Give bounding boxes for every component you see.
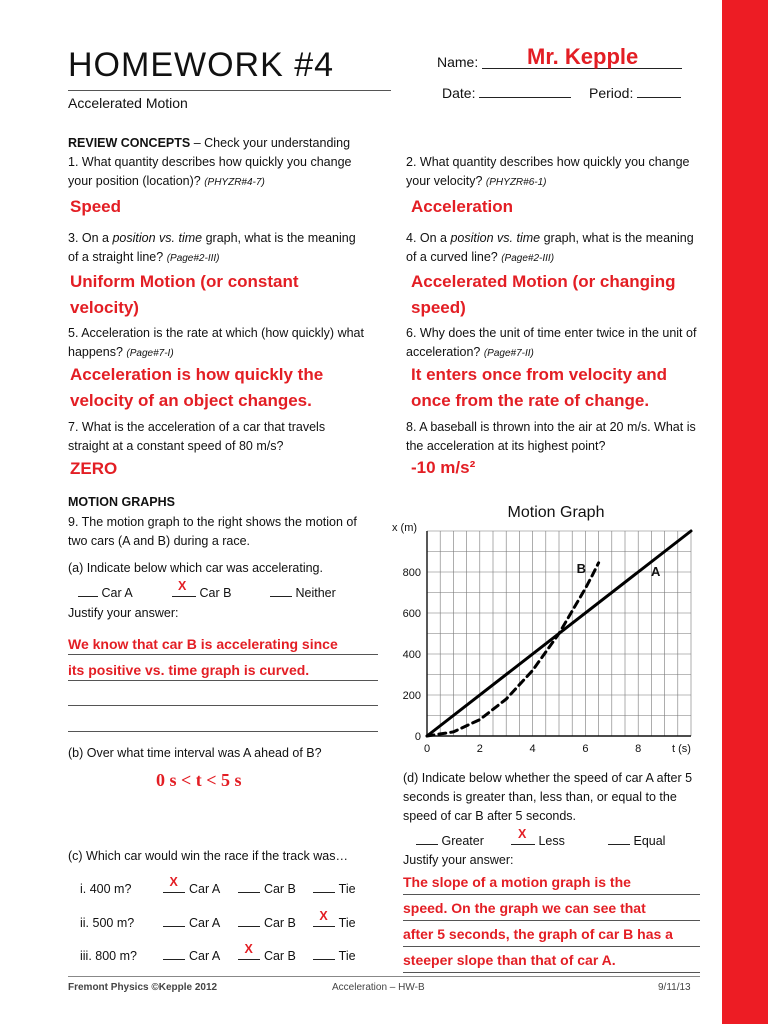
equal-blank bbox=[608, 830, 630, 845]
question-2 bbox=[406, 153, 706, 192]
row-car-b-label: Car B bbox=[263, 882, 296, 896]
question-9a: (a) Indicate below which car was accelerating. bbox=[68, 561, 323, 575]
answer-5: Acceleration is how quickly the velocity of an object changes. bbox=[70, 365, 324, 410]
y-tick-label: 0 bbox=[414, 731, 421, 743]
question-5 bbox=[68, 324, 368, 363]
period-label: Period: bbox=[589, 85, 634, 101]
period-blank bbox=[637, 83, 681, 98]
row-label: iii. 800 m? bbox=[80, 949, 137, 963]
page-subtitle: Accelerated Motion bbox=[68, 95, 188, 111]
equal-label: Equal bbox=[633, 834, 666, 848]
less-blank bbox=[511, 827, 535, 845]
question-1 bbox=[68, 153, 378, 192]
greater-label: Greater bbox=[441, 834, 484, 848]
answer-2: Acceleration bbox=[411, 197, 514, 216]
neither-label: Neither bbox=[295, 586, 336, 600]
name-value: Mr. Kepple bbox=[527, 44, 639, 69]
row-mark: X bbox=[319, 909, 328, 923]
motion-heading: MOTION GRAPHS bbox=[68, 495, 175, 509]
option-equal[interactable] bbox=[608, 830, 665, 848]
name-label: Name: bbox=[437, 54, 479, 70]
footer-right: 9/11/13 bbox=[658, 982, 691, 993]
question-3-ref: (Page#2-III) bbox=[166, 253, 220, 264]
motion-graph bbox=[380, 495, 720, 760]
x-tick-label: 8 bbox=[635, 743, 642, 755]
row-tie-blank[interactable] bbox=[313, 909, 335, 927]
answer-6: It enters once from velocity and once from the rate of change. bbox=[411, 365, 668, 410]
answer-line bbox=[68, 731, 378, 732]
answer-1: Speed bbox=[70, 197, 122, 216]
x-tick-label: 6 bbox=[582, 743, 589, 755]
row-car-a-label: Car A bbox=[188, 916, 221, 930]
car-a-blank bbox=[78, 582, 98, 597]
x-tick-label: 2 bbox=[476, 743, 483, 755]
option-car-b[interactable] bbox=[172, 579, 232, 600]
justify-label-d: Justify your answer: bbox=[403, 853, 514, 867]
car-b-blank bbox=[172, 579, 196, 597]
row-label: i. 400 m? bbox=[80, 882, 132, 896]
question-1-text: 1. What quantity describes how quickly you change your position (location)? bbox=[68, 155, 352, 188]
row-car-b-blank[interactable] bbox=[238, 912, 260, 927]
answer-9b: 0 s < t < 5 s bbox=[156, 770, 242, 790]
question-6 bbox=[406, 324, 706, 363]
greater-blank bbox=[416, 830, 438, 845]
row-car-b-label: Car B bbox=[263, 916, 296, 930]
row-mark: X bbox=[244, 942, 253, 956]
red-side-bar bbox=[722, 0, 768, 1024]
y-tick-label: 200 bbox=[402, 690, 421, 702]
car-a-label: Car A bbox=[101, 586, 133, 600]
question-4-post: graph, what is the meaning of a curved line? bbox=[406, 231, 694, 264]
less-label: Less bbox=[538, 834, 565, 848]
answer-line bbox=[68, 680, 378, 681]
answer-9d-line: after 5 seconds, the graph of car B has a bbox=[403, 926, 673, 942]
row-car-b-blank[interactable] bbox=[238, 942, 260, 960]
y-axis-label: x (m) bbox=[392, 522, 418, 534]
answer-line bbox=[68, 705, 378, 706]
race-row-400 bbox=[80, 875, 356, 896]
car-b-mark: X bbox=[178, 579, 187, 593]
review-heading: REVIEW CONCEPTS bbox=[68, 136, 191, 150]
row-car-a-label: Car A bbox=[188, 882, 221, 896]
row-tie-blank[interactable] bbox=[313, 878, 335, 893]
car-b-label: Car B bbox=[199, 586, 232, 600]
question-3-post: graph, what is the meaning of a straight line? bbox=[68, 231, 356, 264]
review-heading-row bbox=[68, 134, 388, 153]
option-neither[interactable] bbox=[270, 582, 336, 600]
series-label-b: B bbox=[576, 560, 586, 576]
justify-label-a: Justify your answer: bbox=[68, 606, 179, 620]
question-4 bbox=[406, 229, 706, 268]
row-car-a-blank[interactable] bbox=[163, 945, 185, 960]
option-less[interactable] bbox=[511, 827, 565, 848]
question-9b: (b) Over what time interval was A ahead of B? bbox=[68, 746, 322, 760]
row-label: ii. 500 m? bbox=[80, 916, 135, 930]
question-7: 7. What is the acceleration of a car that travels straight at a constant speed of 80 m/s? bbox=[68, 420, 326, 453]
option-car-a[interactable] bbox=[78, 582, 133, 600]
question-6-text: 6. Why does the unit of time enter twice in the unit of acceleration? bbox=[406, 326, 697, 359]
question-6-ref: (Page#7-II) bbox=[483, 348, 534, 359]
answer-9a-line2: its positive vs. time graph is curved. bbox=[68, 662, 310, 678]
x-tick-label: 0 bbox=[423, 743, 431, 755]
row-car-b-blank[interactable] bbox=[238, 878, 260, 893]
y-tick-label: 400 bbox=[402, 649, 421, 661]
neither-blank bbox=[270, 582, 292, 597]
less-mark: X bbox=[518, 827, 527, 841]
review-heading-rest: – Check your understanding bbox=[190, 136, 351, 150]
row-car-a-blank[interactable] bbox=[163, 875, 185, 893]
series-label-a: A bbox=[651, 564, 661, 579]
question-2-ref: (PHYZR#6-1) bbox=[485, 177, 547, 188]
period-field[interactable] bbox=[589, 83, 681, 101]
answer-8: -10 m/s² bbox=[411, 458, 476, 477]
answer-9d-line: steeper slope than that of car A. bbox=[403, 952, 616, 968]
row-car-b-label: Car B bbox=[263, 949, 296, 963]
question-9: 9. The motion graph to the right shows the motion of two cars (A and B) during a race. bbox=[68, 515, 357, 548]
answer-9d-line: speed. On the graph we can see that bbox=[403, 900, 646, 916]
date-label: Date: bbox=[442, 85, 476, 101]
answer-4: Accelerated Motion (or changing speed) bbox=[411, 272, 676, 317]
question-4-ref: (Page#2-III) bbox=[501, 253, 555, 264]
race-row-500 bbox=[80, 909, 356, 930]
row-car-a-label: Car A bbox=[188, 949, 221, 963]
answer-7: ZERO bbox=[70, 459, 118, 478]
row-tie-label: Tie bbox=[338, 916, 356, 930]
answer-line bbox=[403, 894, 700, 895]
row-tie-blank[interactable] bbox=[313, 945, 335, 960]
answer-line bbox=[68, 654, 378, 655]
question-5-ref: (Page#7-I) bbox=[126, 348, 174, 359]
question-5-text: 5. Acceleration is the rate at which (how quickly) what happens? bbox=[68, 326, 364, 359]
footer-rule bbox=[68, 976, 700, 977]
footer-center: Acceleration – HW-B bbox=[332, 982, 425, 993]
answer-line bbox=[403, 946, 700, 947]
option-greater[interactable] bbox=[416, 830, 484, 848]
question-3-pre: 3. On a bbox=[68, 231, 113, 245]
answer-line bbox=[403, 920, 700, 921]
race-row-800 bbox=[80, 942, 356, 963]
chart-title: Motion Graph bbox=[507, 504, 605, 521]
date-field[interactable] bbox=[442, 83, 571, 101]
question-2-text: 2. What quantity describes how quickly you change your velocity? bbox=[406, 155, 690, 188]
question-4-italic: position vs. time bbox=[450, 231, 541, 245]
series-line-b bbox=[427, 560, 599, 736]
question-1-ref: (PHYZR#4-7) bbox=[204, 177, 265, 188]
question-9d: (d) Indicate below whether the speed of car A after 5 seconds is greater than, less than, or equal to the speed of car B after 5 seconds. bbox=[403, 771, 693, 823]
date-blank bbox=[479, 83, 571, 98]
y-tick-label: 600 bbox=[402, 608, 421, 620]
row-tie-label: Tie bbox=[338, 882, 356, 896]
question-4-pre: 4. On a bbox=[406, 231, 451, 245]
question-9c: (c) Which car would win the race if the track was… bbox=[68, 849, 348, 863]
y-tick-label: 800 bbox=[402, 567, 421, 579]
page-title: HOMEWORK #4 bbox=[68, 46, 335, 84]
answer-3: Uniform Motion (or constant velocity) bbox=[70, 272, 299, 317]
question-8: 8. A baseball is thrown into the air at 20 m/s. What is the acceleration at its highest point? bbox=[406, 420, 696, 453]
row-tie-label: Tie bbox=[338, 949, 356, 963]
x-axis-label: t (s) bbox=[672, 743, 691, 755]
row-mark: X bbox=[169, 875, 178, 889]
question-3-italic: position vs. time bbox=[112, 231, 203, 245]
footer-left: Fremont Physics ©Kepple 2012 bbox=[68, 982, 218, 993]
answer-line bbox=[403, 972, 700, 973]
answer-9a-line1: We know that car B is accelerating since bbox=[68, 636, 338, 652]
x-tick-label: 4 bbox=[529, 743, 536, 755]
answer-9d-line: The slope of a motion graph is the bbox=[403, 874, 631, 890]
question-3 bbox=[68, 229, 368, 268]
title-rule bbox=[68, 90, 391, 91]
row-car-a-blank[interactable] bbox=[163, 912, 185, 927]
